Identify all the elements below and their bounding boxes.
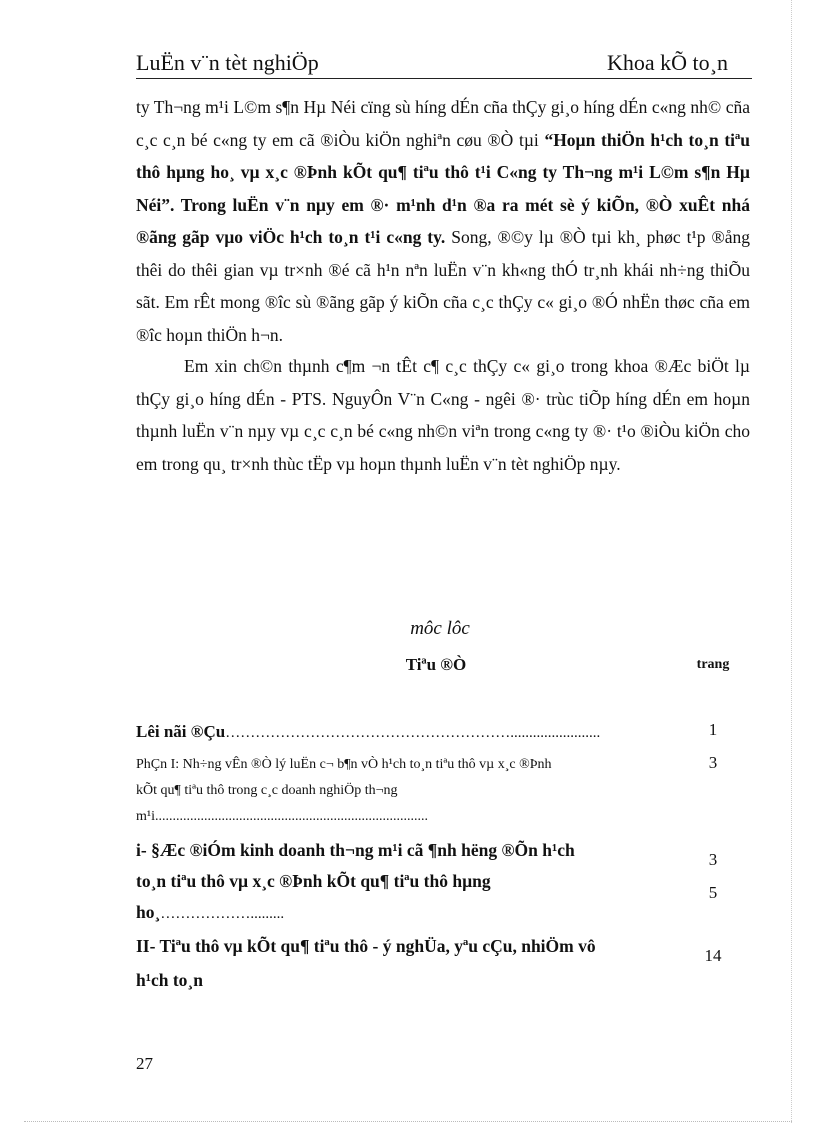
toc-entry-line: kÕt qu¶ tiªu thô trong c¸c doanh nghiÖp th¬ng (136, 783, 398, 798)
page-header (136, 50, 752, 79)
header-thesis-title: LuËn v¨n tèt nghiÖp (136, 50, 319, 75)
toc-entry-line: h¹ch to¸n (136, 970, 203, 990)
toc-column-topic: Tiªu ®Ò (405, 655, 467, 674)
toc-leader-dots: …………………………………………………........................ (225, 725, 601, 741)
paragraph-2-text: Em xin ch©n thµnh c¶m ¬n tÊt c¶ c¸c thÇy c« gi¸o trong khoa ®Æc biÖt lµ thÇy gi¸o híng dÉn - PTS. NguyÔn V¨n C«ng - ngêi ®· trùc tiÕp híng dÉn em hoµn thµnh luËn v¨n nµy vµ c¸c c¸n bé c«ng nh©n viªn trong c«ng ty ®· t¹o ®iÒu kiÖn cho em trong qu¸ tr×nh thùc tËp vµ hoµn thµnh luËn v¨n tèt nghiÖp nµy. (136, 356, 750, 474)
toc-page-number: 5 (708, 883, 718, 902)
toc-entry-line: PhÇn I: Nh÷ng vÊn ®Ò lý luËn c¬ b¶n vÒ h¹ch to¸n tiªu thô vµ x¸c ®Þnh (136, 757, 552, 772)
toc-column-page: trang (696, 657, 730, 672)
toc-entry-part-1 (136, 752, 636, 830)
toc-entry-line: m¹i.............................................................................. (136, 809, 428, 824)
page-number: 27 (136, 1054, 153, 1073)
toc-page-number: 3 (708, 753, 718, 772)
toc-page-number: 1 (708, 720, 718, 739)
toc-entry-line: ho¸ (136, 902, 161, 922)
toc-entry-label: Lêi nãi ®Çu (136, 722, 226, 741)
toc-page-number: 3 (708, 850, 718, 869)
paragraph-1-thesis-topic: “Hoµn thiÖn h¹ch to¸n tiªu thô hµng ho¸ vµ x¸c ®Þnh kÕt qu¶ tiªu thô t¹i C«ng ty Th¬ng m¹i L©m s¶n Hµ Néi”. Trong luËn v¨n nµy em ®· m¹nh d¹n ®a ra mét sè ý kiÕn, ®Ò xuÊt nhá ®ãng gãp vµo viÖc h¹ch to¸n t¹i c«ng ty. (136, 129, 751, 247)
toc-page-number: 14 (704, 946, 722, 965)
toc-entry-line: to¸n tiªu thô vµ x¸c ®Þnh kÕt qu¶ tiªu thô hµng (136, 871, 491, 891)
page-bottom-edge (24, 1121, 792, 1122)
paragraph-1-closing: Song, ®©y lµ ®Ò tµi kh¸ phøc t¹p ®ång thêi do thêi gian vµ tr×nh ®é cã h¹n nªn luËn v¨n kh«ng thÓ tr¸nh khái nh÷ng thiÕu sãt. Em rÊt mong ®îc sù ®ãng gãp ý kiÕn cña c¸c thÇy c« gi¸o ®Ó nhËn thøc cña em ®îc hoµn thiÖn h¬n. (136, 227, 751, 345)
toc-entry-foreword (136, 720, 636, 745)
header-faculty: Khoa kÕ to¸n (607, 50, 728, 75)
page-right-edge (791, 0, 792, 1123)
body-paragraph-1 (136, 91, 750, 351)
toc-entry-line: II- Tiªu thô vµ kÕt qu¶ tiªu thô - ý nghÜa, yªu cÇu, nhiÖm vô (136, 936, 596, 956)
toc-entry-section-ii (136, 929, 636, 997)
toc-entry-line: i- §Æc ®iÓm kinh doanh th¬ng m¹i cã ¶nh hëng ®Õn h¹ch (136, 840, 575, 860)
body-paragraph-2 (136, 350, 750, 480)
paragraph-1-intro: ty Th¬ng m¹i L©m s¶n Hµ Néi cïng sù híng dÉn cña thÇy gi¸o híng dÉn c«ng nh© cña c¸c c¸n bé c«ng ty em cã ®iÒu kiÖn nghiªn cøu ®Ò tµi (136, 97, 750, 150)
toc-entry-section-i (136, 835, 636, 930)
toc-title: môc lôc (410, 618, 470, 639)
toc-leader-dots: ………………......... (160, 906, 285, 922)
